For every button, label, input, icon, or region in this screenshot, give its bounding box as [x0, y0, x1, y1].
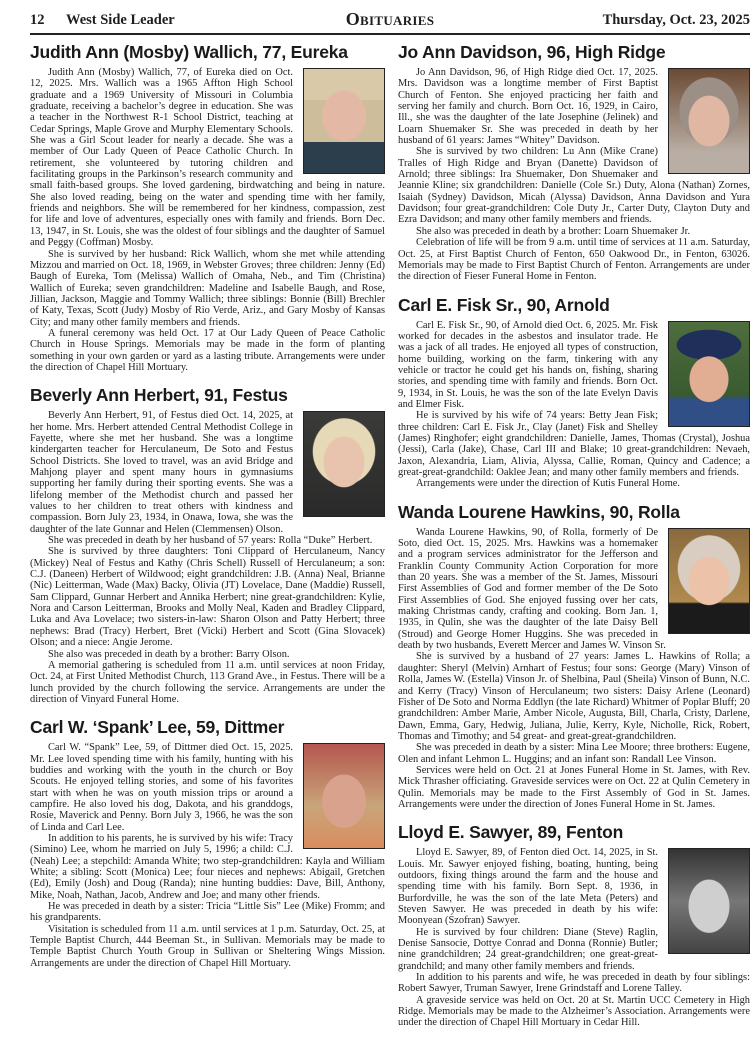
obituary: [398, 822, 750, 1029]
right-column: [398, 42, 750, 1041]
obituary: [30, 717, 385, 969]
obituary: [30, 42, 385, 373]
obituary-paragraph: In addition to his parents and wife, he was preceded in death by four siblings: Robert Sawyer, Truman Sawyer, Irene Grindstaff and Lorene Talley.: [398, 972, 750, 995]
obituary-paragraph: She is survived by three daughters: Toni Clippard of Herculaneum, Nancy (Mickey) Neal of Festus and Kathy (Chris Schell) Russell of Herculaneum; a son: C.J. (Daneen) Herbert of Wildwood; eight grandchildren: J.B. (Anna) Neal, Brianne (Nic) Leitterman, Wade (Max) Backy, Olivia (JT) Lovelace, Dane (Maddie) Russell, Sam Clippard, Gunnar Herbert and Annika Herbert; nine great-grandchildren: Kylie, Nora and Carson Leitterman, Brooks and Molly Neal, Kaden and Bradley Clippard, Luka and Ava Lovelace; two sisters-in-law: Sharon Olson and Patty Herbert; three nephews: Brad (Tracy) Herbert, Bret (Vicki) Herbert and Scott (Gina Slovacek) Olson; and a niece: Angie Jerome.: [30, 546, 385, 649]
obituary: [398, 42, 750, 283]
portrait-photo: [303, 743, 385, 849]
obituary-headline: Judith Ann (Mosby) Wallich, 77, Eureka: [30, 42, 348, 62]
page-number: 12: [30, 12, 45, 28]
obituary-paragraph: Judith Ann (Mosby) Wallich, 77, of Eureka died on Oct. 12, 2025. Mrs. Wallich was a 1965 Affton High School graduate and a 1969 University of Missouri in Columbia graduate, receiving a bachelor’s degree in education. She was a teacher in the Northwest R-1 School District, teaching at Cedar Springs, Maple Grove and Murphy Elementary Schools. She was a Girl Scout leader for nearly a decade. She was a member of Our Lady Queen of Peace Catholic Church. In retirement, she volunteered by tutoring children and facilitating groups in the Parkinson’s research community and small faith-based groups. She loved gardening, birdwatching and being in nature. She also loved reading, being on the water and spending time with her family, friends and neighbors. She will be remembered for her kindness, compassion, zest for life and love of adventures, especially ones with family and friends. Born Dec. 13, 1947, in St. Louis, she was the oldest of four siblings and the daughter of Samuel and Peggy (Coffman) Mosby.: [30, 67, 385, 249]
obituary-headline: Lloyd E. Sawyer, 89, Fenton: [398, 822, 624, 843]
issue-date: Thursday, Oct. 23, 2025: [602, 12, 750, 28]
obituary-paragraph: Services were held on Oct. 21 at Jones Funeral Home in St. James, with Rev. Mick Thrasher officiating. Graveside services were on Oct. 22 at Qulin Cemetery in Qulin. Memorials may be made to the First Assembly of God in St. James. Arrangements were under the direction of Jones Funeral Home in St. James.: [398, 764, 750, 810]
portrait-photo: [668, 68, 750, 174]
obituary-paragraph: Jo Ann Davidson, 96, of High Ridge died Oct. 17, 2025. Mrs. Davidson was a longtime member of First Baptist Church of Fenton. She enjoyed practicing her faith and serving her family and church. Born Oct. 16, 1929, in Cairo, Ill., she was the daughter of the late Josephine (Jelinek) and Loarn Shuemaker Sr. She was preceded in death by her husband of 61 years: James “Whitey” Davidson.: [398, 67, 658, 147]
page-header: [30, 9, 750, 35]
obituary: [398, 295, 750, 490]
obituary-paragraph: She is survived by her husband: Rick Wallich, whom she met while attending Mizzou and married on Oct. 18, 1969, in Webster Groves; three children: Jenny (Ed) Baugh of Eureka, Tom (Melissa) Wallich of Omaha, Neb., and Tim (Christina) Wallich of Eureka; seven grandchildren: Madeline and Isabelle Baugh, and Rose, Jillian, Jackson, Maggie and Tommy Wallich; three siblings: Bonnie (Bill) Brechler of Katy, Texas, Scott (Judy) Mosby of Rio Verde, Ariz., and Gary Mosby of Kansas City; and many other family members and friends.: [30, 248, 385, 328]
portrait-photo: [668, 321, 750, 427]
obituary-paragraph: She is survived by a husband of 27 years: James L. Hawkins of Rolla; a daughter: Sheryl (Melvin) Arnhart of Festus; four sons: George (Mary) Vinson of Rolla, James W. (Estella) Vinson Jr. of Shelbina, Paul (Sheila) Vinson of Bunn, N.C. and Kerry (Tracy) Vinson of Herculaneum; two sisters: Daisy Arlene (Leonard) Fisher of De Soto and Norma Eddlyn (the late Richard) Whitmer of Poplar Bluff; 20 grandchildren: Amber Marie, Amber Nicole, Augusta, Bill, Charla, Cristy, Darlene, Dawn, Emma, Gary, Hedwig, Juliana, Julie, Kerry, Kyle, Nicholle, Rick, Robert, Thomas and Timothy; and 54 great- and great-great-grandchildren.: [398, 651, 750, 742]
left-column: [30, 42, 385, 981]
obituary-paragraph: She was preceded in death by a sister: Mina Lee Moore; three brothers: Eugene, Olen and infant Lehmon L. Huggins; and an infant son: Randall Lee Vinson.: [398, 742, 750, 765]
obituary-paragraph: Arrangements were under the direction of Kutis Funeral Home.: [416, 478, 681, 490]
obituary-headline: Carl E. Fisk Sr., 90, Arnold: [398, 294, 610, 315]
obituary-paragraph: He is survived by four children: Diane (Steve) Raglin, Denise Sansocie, Dottye Conrad and Donna (Ronnie) Butler; nine grandchildren; 24 great-grandchildren; one great-great-grandchild; and many other family members and friends.: [398, 926, 658, 972]
obituary-paragraph: In addition to his parents, he is survived by his wife: Tracy (Simino) Lee, whom he married on July 5, 1996; a child: C.J. (Neah) Lee; a stepchild: Amanda White; two step-grandchildren: Kayla and William White; a sibling: Scott (Monica) Lee; four nieces and nephews: Abigail, Gretchen (Ed), Emily (Josh) and Doug (Randa); nine hunting buddies: Dave, Bill, Anthony, Mike, Noah, Nathan, Jacob, Andrew and Joe; and many other friends.: [30, 832, 385, 901]
obituary-paragraph: He was preceded in death by a sister: Tricia “Little Sis” Lee (Mike) Fromm; and his grandparents.: [30, 901, 385, 924]
obituary-headline: Jo Ann Davidson, 96, High Ridge: [398, 42, 666, 62]
obituary-paragraph: Visitation is scheduled from 11 a.m. until services at 1 p.m. Saturday, Oct. 25, at Temple Baptist Church, 444 Beeman St., in Sullivan. Memorials may be made to Temple Baptist Church Youth Group in Sullivan or Sheltering Wings Mission. Arrangements are under the direction of Chapel Hill Mortuary.: [30, 923, 385, 969]
obituary-paragraph: She was preceded in death by her husband of 57 years: Rolla “Duke” Herbert.: [48, 535, 373, 547]
obituary-paragraph: He is survived by his wife of 74 years: Betty Jean Fisk; three children: Carl E. Fisk Jr., Clay (Janet) Fisk and Shelley (James) Ringhofer; eight grandchildren: Danielle, James, Thomas (Crystal), Joshua (Jessi), Carla (Jake), Chase, Carl III and Blake; 10 great-grandchildren: Nevaeh, Jaxon, Alexandria, Liam, Alivia, Alyssa, Callie, Roman, Quincy and Cadence; a great-great-grandchild: Oaklee Jean; and many other family members and friends.: [398, 410, 750, 478]
obituary-paragraph: She is survived by two children: Lu Ann (Mike Crane) Tralles of High Ridge and Bryan (Danette) Davidson of Arnold; three siblings: Ira Shuemaker, Don Shuemaker and Jeannie Kline; six grandchildren: Danielle (Cole Sr.) Duty, Alona (Nathan) Zornes, Isaiah (Sydney) Davidson, Micah (Alyssa) Davidson, Anna Davidson and Yura Davidson; four great-grandchildren: Cole Duty Jr., Carter Duty, Clayton Duty and Ezra Davidson; and many other family members and friends.: [398, 146, 750, 226]
obituary-paragraph: Carl W. “Spank” Lee, 59, of Dittmer died Oct. 15, 2025. Mr. Lee loved spending time with his family, hunting with his buddies and working with the youth in the church or Boy Scouts. He enjoyed telling stories, and some of his favorites start with when he was on youth mission trips or around a campfire. He also loved his dog, Dakota, and his granddogs, Rosie, Maverick and Penny. Born July 3, 1966, he was the son of Linda and Carl Lee.: [30, 742, 293, 833]
obituary-paragraph: Carl E. Fisk Sr., 90, of Arnold died Oct. 6, 2025. Mr. Fisk worked for decades in the asbestos and insulator trade. He was a jack of all trades. He enjoyed all types of construction, home building, working on the farm, tinkering with any vehicle or tractor he could get his hands on, fishing, sharing stories, and spending time with family and friends. Born Oct. 9, 1934, in St. Louis, he was the son of the late Evelyn Davis and Elmer Fisk.: [398, 319, 658, 410]
obituary-paragraph: A graveside service was held on Oct. 20 at St. Martin UCC Cemetery in High Ridge. Memorials may be made to the Alzheimer’s Association. Arrangements were under the direction of Chapel Hill Mortuary in Cedar Hill.: [398, 994, 750, 1029]
portrait-photo: [668, 848, 750, 954]
obituary-headline: Wanda Lourene Hawkins, 90, Rolla: [398, 501, 680, 522]
portrait-photo: [303, 411, 385, 517]
obituary-paragraph: Celebration of life will be from 9 a.m. until time of services at 11 a.m. Saturday, Oct. 25, at First Baptist Church of Fenton, 650 Oakwood Dr., in Fenton, 63026. Memorials may be made to First Baptist Church of Fenton. Arrangements are under the direction of Fieser Funeral Home in Fenton.: [398, 237, 750, 283]
obituary-paragraph: She also was preceded in death by a brother: Loarn Shuemaker Jr.: [416, 225, 691, 237]
newspaper-name: West Side Leader: [66, 12, 175, 28]
obituary-paragraph: Lloyd E. Sawyer, 89, of Fenton died Oct. 14, 2025, in St. Louis. Mr. Sawyer enjoyed fishing, boating, hunting, being outdoors, fixing things around the farm and the house and spending time with his family. Born Sept. 8, 1936, in Burfordville, he was the son of the late Meta (Peters) and Steven Sawyer. He was preceded in death by his wife: Moonyean (Szofran) Sawyer.: [398, 847, 658, 927]
obituary: [398, 502, 750, 811]
obituary-paragraph: A memorial gathering is scheduled from 11 a.m. until services at noon Friday, Oct. 24, at First United Methodist Church, 113 Grand Ave., in Festus. There will be a lunch provided by the church following the service. Arrangements are under the direction of Vinyard Funeral Home.: [30, 659, 385, 705]
obituary-headline: Carl W. ‘Spank’ Lee, 59, Dittmer: [30, 717, 285, 738]
obituary-paragraph: Beverly Ann Herbert, 91, of Festus died Oct. 14, 2025, at her home. Mrs. Herbert attended Central Methodist College in Fayette, where she met her husband. She was a longtime kindergarten teacher for Herculaneum, De Soto and Festus School Districts. She loved to travel, was an avid Bridge and Mahjong player and spent many hours in gymnasiums supporting her family during their sporting events. She was a lifelong member of the Methodist church and passed her values to her children to treat others with kindness and compassion. Born July 23, 1934, in Onawa, Iowa, she was the daughter of the late Gunnar and Helen (Clemmensen) Olson.: [30, 410, 293, 535]
obituary: [30, 385, 385, 705]
obituary-paragraph: Wanda Lourene Hawkins, 90, of Rolla, formerly of De Soto, died Oct. 15, 2025. Mrs. Hawkins was a homemaker and a program services administrator for the Jefferson and Franklin County Community Action Corporation for more than 20 years. She was a member of the St. James, Missouri First Assemblies of God and former member of the De Soto First Assemblies of God. She enjoyed fussing over her cats, making Christmas candy, crafting and cooking. Born Jan. 1, 1935, in Qulin, she was the daughter of the late Daisy Bell (Stroud) and George Homer Huggins. She was preceded in death by two husbands, Everett Mercer and James W. Vinson Sr.: [398, 526, 666, 652]
obituary-paragraph: A funeral ceremony was held Oct. 17 at Our Lady Queen of Peace Catholic Church in House Springs. Memorials may be made in the form of planting something in your own garden or yard as a lasting tribute. Arrangements were under the direction of Chapel Hill Mortuary.: [30, 327, 385, 373]
portrait-photo: [668, 528, 750, 634]
portrait-photo: [303, 68, 385, 174]
obituary-headline: Beverly Ann Herbert, 91, Festus: [30, 385, 288, 406]
section-title: Obituaries: [345, 9, 435, 29]
obituary-paragraph: She also was preceded in death by a brother: Barry Olson.: [48, 648, 290, 660]
